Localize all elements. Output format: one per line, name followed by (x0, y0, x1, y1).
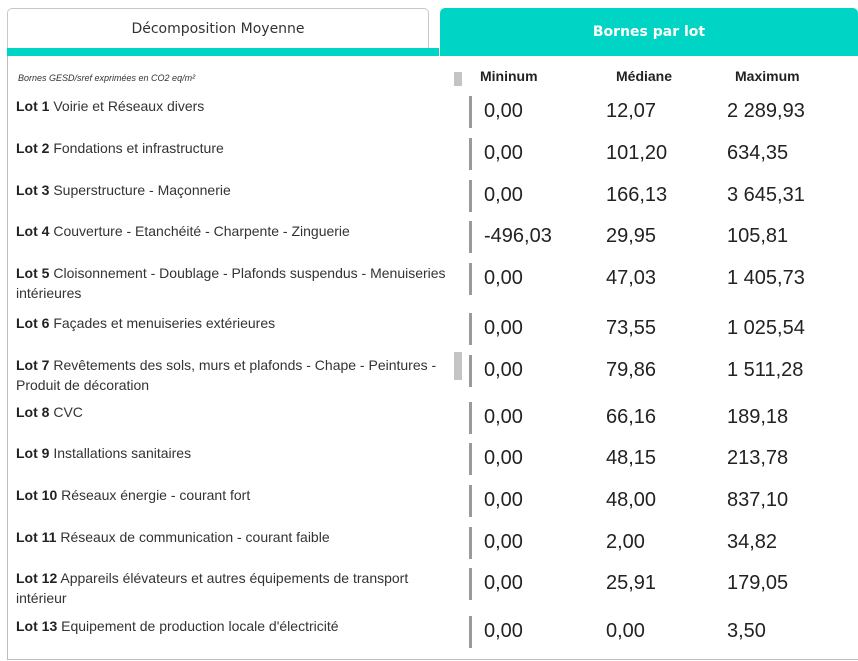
table-row (0, 485, 858, 529)
median-value: 101,20 (606, 142, 668, 164)
lot-name: Cloisonnement - Doublage - Plafonds suspendus - Menuiseries intérieures (16, 265, 446, 301)
max-value: 105,81 (727, 225, 789, 247)
row-separator (469, 616, 472, 648)
lot-number: Lot 2 (16, 140, 50, 156)
min-value: 0,00 (484, 447, 523, 469)
lot-number: Lot 11 (16, 529, 57, 545)
min-value: 0,00 (484, 317, 523, 339)
lot-label (16, 485, 456, 505)
tab-decomposition-moyenne[interactable]: Décomposition Moyenne (7, 8, 429, 48)
median-value: 66,16 (606, 406, 657, 428)
min-value: 0,00 (484, 489, 523, 511)
median-value: 0,00 (606, 620, 645, 642)
lot-number: Lot 5 (16, 265, 50, 281)
lot-number: Lot 3 (16, 182, 50, 198)
median-value: 48,00 (606, 489, 657, 511)
row-separator (469, 221, 472, 253)
median-value: 166,13 (606, 184, 668, 206)
min-value: 0,00 (484, 620, 523, 642)
table-row (0, 568, 858, 612)
tab-bornes-par-lot[interactable]: Bornes par lot (440, 8, 858, 56)
median-value: 25,91 (606, 572, 657, 594)
scroll-indicator-top[interactable] (454, 72, 462, 86)
max-value: 213,78 (727, 447, 789, 469)
lot-label (16, 355, 456, 395)
median-value: 2,00 (606, 531, 645, 553)
row-separator (469, 180, 472, 212)
row-separator (469, 313, 472, 345)
min-value: 0,00 (484, 100, 523, 122)
lot-number: Lot 12 (16, 570, 58, 586)
lot-name: Superstructure - Maçonnerie (53, 182, 231, 198)
lot-number: Lot 9 (16, 445, 50, 461)
row-separator (469, 402, 472, 434)
lot-label (16, 616, 456, 636)
lot-number: Lot 6 (16, 315, 50, 331)
row-separator (469, 485, 472, 517)
lot-name: Réseaux de communication - courant faible (60, 529, 330, 545)
lot-number: Lot 7 (16, 357, 50, 373)
lot-number: Lot 13 (16, 618, 58, 634)
max-value: 837,10 (727, 489, 789, 511)
column-header-max: Maximum (735, 68, 800, 84)
min-value: 0,00 (484, 572, 523, 594)
max-value: 1 511,28 (727, 359, 804, 381)
median-value: 48,15 (606, 447, 657, 469)
column-header-min: Mininum (480, 68, 538, 84)
min-value: -496,03 (484, 225, 552, 247)
table-row (0, 96, 858, 140)
table-row (0, 355, 858, 399)
lot-name: Equipement de production locale d'électricité (61, 618, 339, 634)
max-value: 1 405,73 (727, 267, 805, 289)
median-value: 79,86 (606, 359, 657, 381)
min-value: 0,00 (484, 184, 523, 206)
lot-label (16, 568, 456, 608)
lot-label (16, 221, 456, 241)
median-value: 29,95 (606, 225, 657, 247)
median-value: 47,03 (606, 267, 657, 289)
lot-name: Réseaux énergie - courant fort (61, 487, 251, 503)
min-value: 0,00 (484, 142, 523, 164)
active-tab-underline (7, 48, 439, 56)
max-value: 179,05 (727, 572, 789, 594)
row-separator (469, 355, 472, 387)
table-row (0, 263, 858, 307)
table-row (0, 527, 858, 571)
lot-number: Lot 1 (16, 98, 50, 114)
row-separator (469, 263, 472, 295)
max-value: 189,18 (727, 406, 789, 428)
lot-name: Appareils élévateurs et autres équipements de transport intérieur (16, 570, 409, 606)
lot-label (16, 443, 456, 463)
table-subtitle: Bornes GESD/sref exprimées en CO2 eq/m² (18, 73, 196, 83)
tab-bar (0, 0, 858, 56)
row-separator (469, 568, 472, 600)
lot-name: Installations sanitaires (53, 445, 192, 461)
lot-label (16, 180, 456, 200)
lot-number: Lot 8 (16, 404, 50, 420)
lot-name: Voirie et Réseaux divers (53, 98, 205, 114)
max-value: 1 025,54 (727, 317, 805, 339)
table-row (0, 138, 858, 182)
lot-label (16, 313, 456, 333)
min-value: 0,00 (484, 406, 523, 428)
min-value: 0,00 (484, 359, 523, 381)
table-row (0, 221, 858, 265)
max-value: 34,82 (727, 531, 778, 553)
lot-number: Lot 4 (16, 223, 50, 239)
lot-label (16, 263, 456, 303)
lot-label (16, 96, 456, 116)
table-row (0, 313, 858, 357)
lot-name: CVC (53, 404, 83, 420)
row-separator (469, 138, 472, 170)
lot-label (16, 138, 456, 158)
max-value: 3,50 (727, 620, 766, 642)
lot-name: Façades et menuiseries extérieures (53, 315, 276, 331)
lot-name: Couverture - Etanchéité - Charpente - Zinguerie (53, 223, 350, 239)
lot-label (16, 402, 456, 422)
row-separator (469, 96, 472, 128)
row-separator (469, 527, 472, 559)
table-row (0, 180, 858, 224)
median-value: 12,07 (606, 100, 657, 122)
lot-name: Fondations et infrastructure (53, 140, 224, 156)
row-separator (469, 443, 472, 475)
table-row (0, 616, 858, 660)
table-row (0, 402, 858, 446)
max-value: 634,35 (727, 142, 789, 164)
lot-number: Lot 10 (16, 487, 58, 503)
min-value: 0,00 (484, 267, 523, 289)
table-row (0, 443, 858, 487)
lot-label (16, 527, 456, 547)
lot-name: Revêtements des sols, murs et plafonds - Chape - Peintures - Produit de décoration (16, 357, 437, 393)
median-value: 73,55 (606, 317, 657, 339)
min-value: 0,00 (484, 531, 523, 553)
column-header-median: Médiane (616, 68, 673, 84)
max-value: 2 289,93 (727, 100, 805, 122)
max-value: 3 645,31 (727, 184, 805, 206)
